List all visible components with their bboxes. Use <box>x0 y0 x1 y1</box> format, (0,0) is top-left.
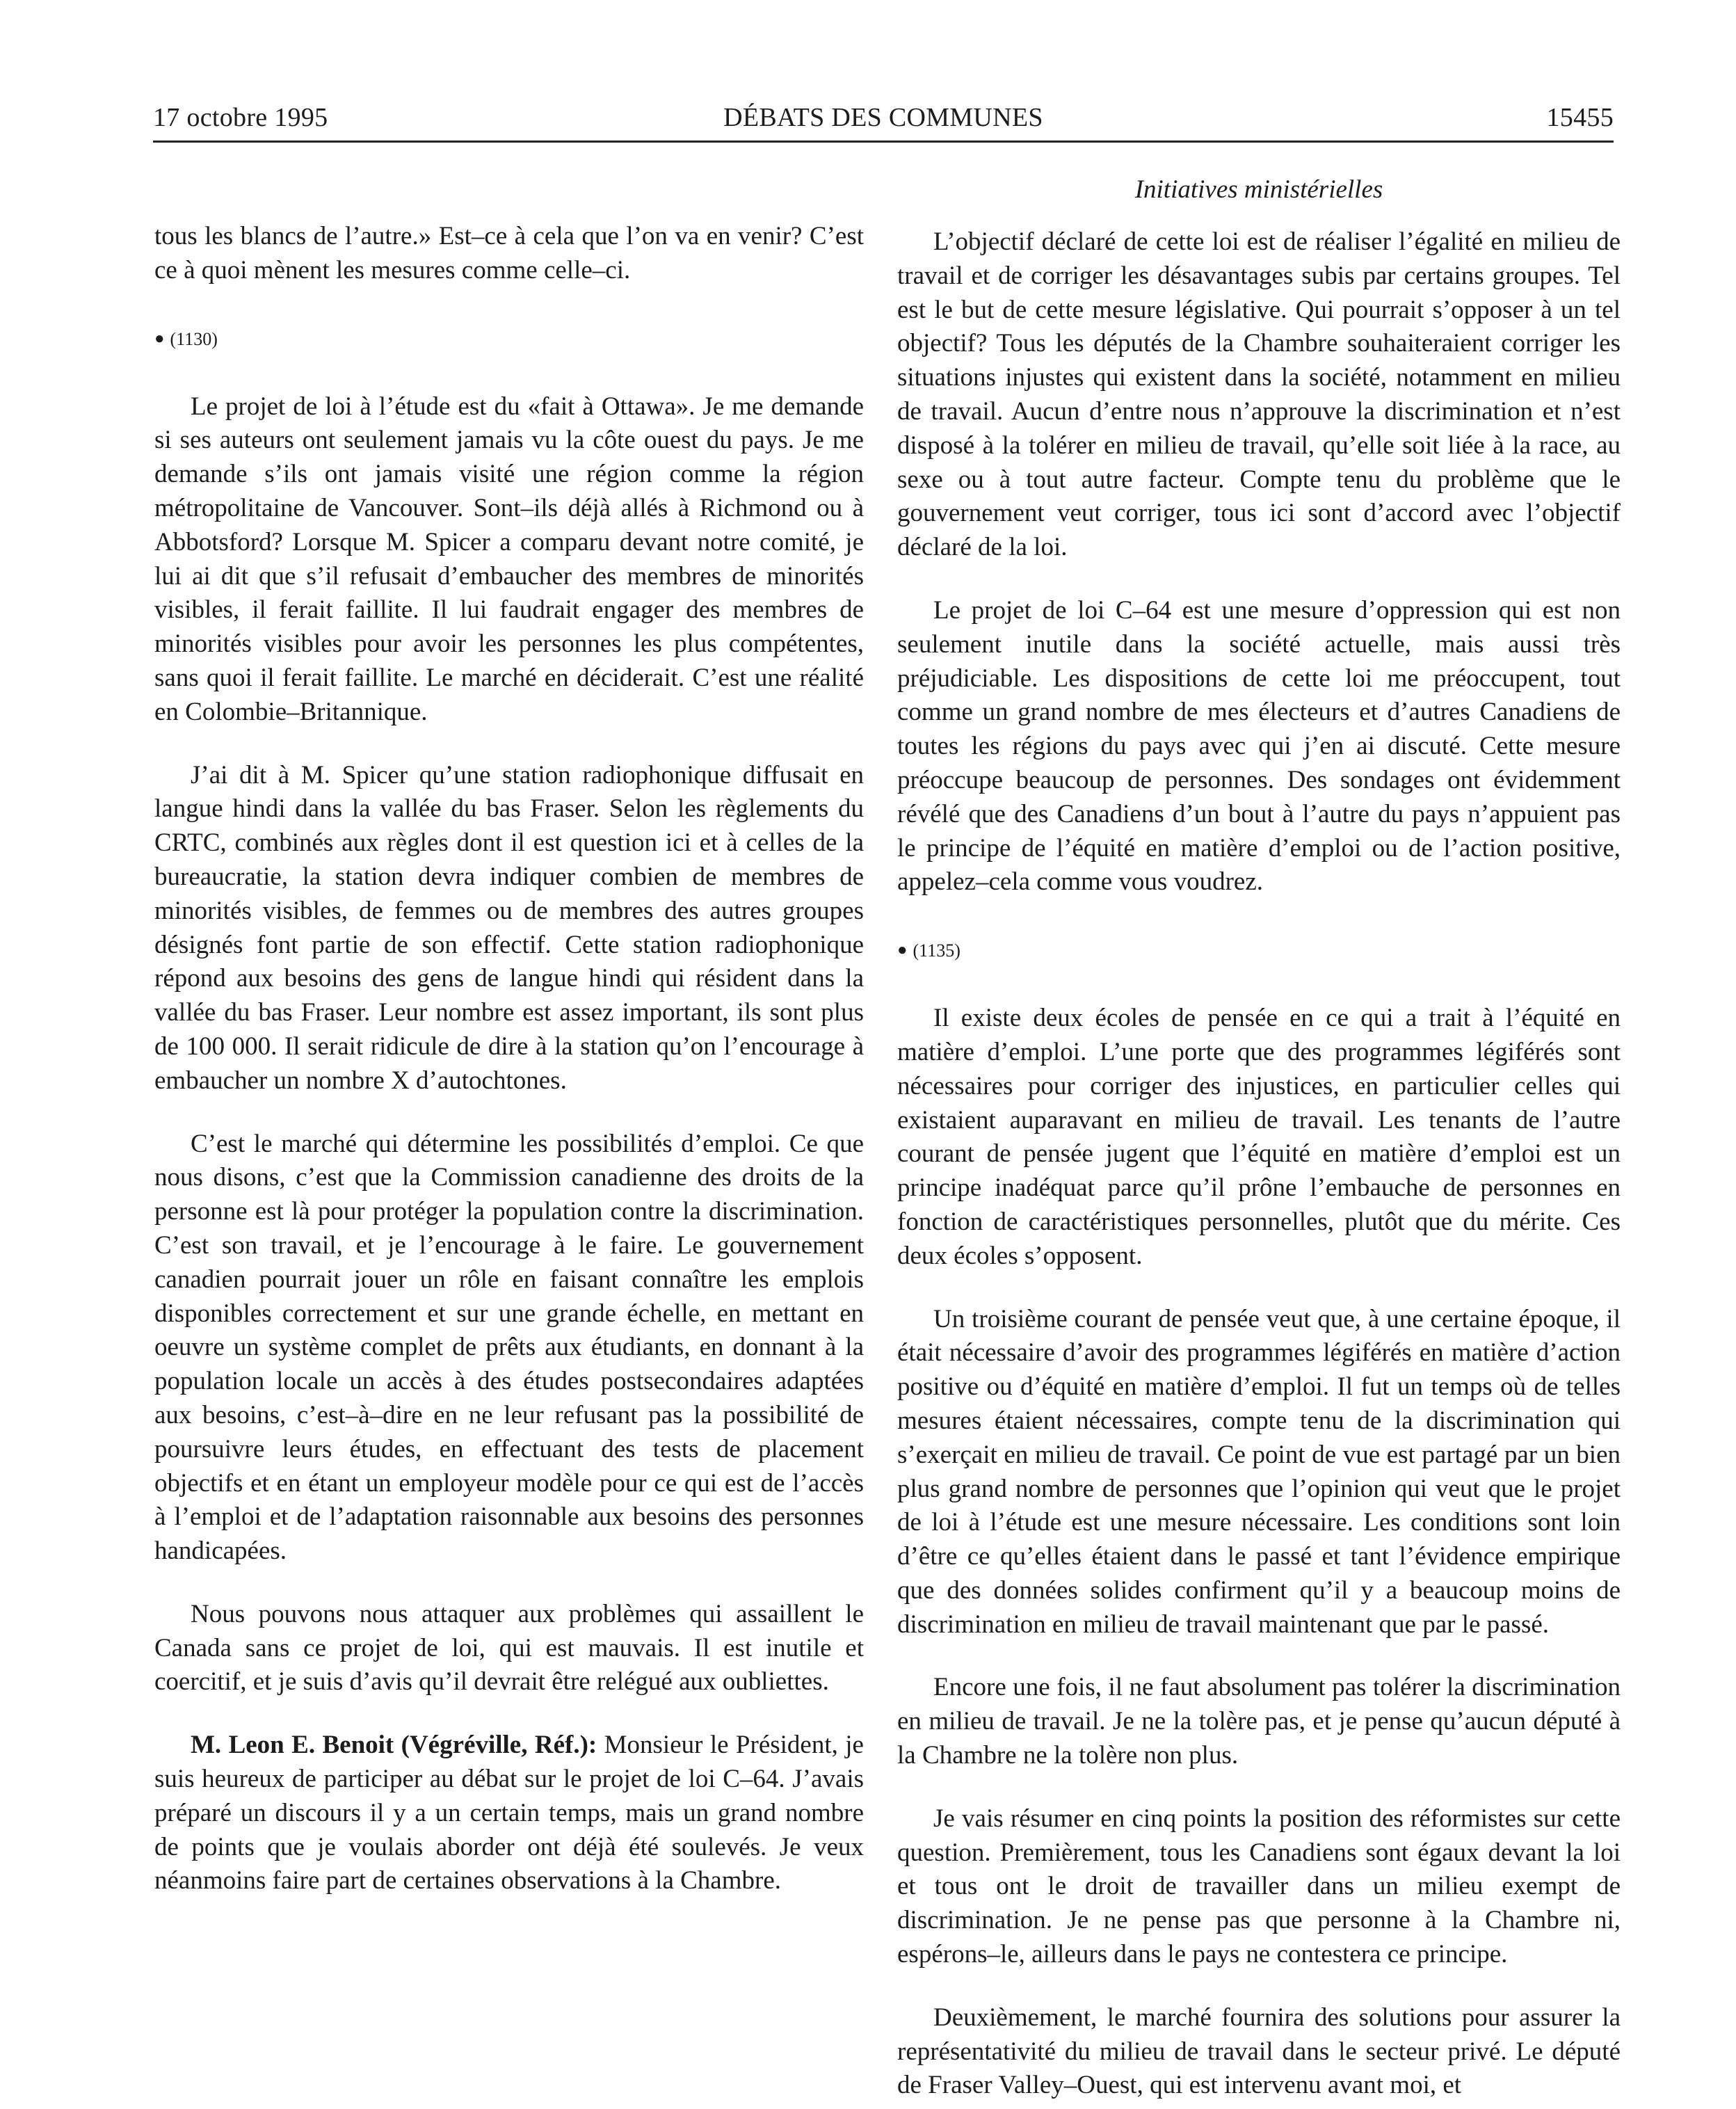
left-paragraph-1: tous les blancs de l’autre.» Est–ce à cela que l’on va en venir? C’est ce à quoi mènent les mesures comme celle–ci. <box>154 222 864 284</box>
right-paragraph-1: L’objectif déclaré de cette loi est de réaliser l’égalité en milieu de travail et de corriger les désavantages subis par certains groupes. Tel est le but de cette mesure législative. Qui pourrait s’opposer à un tel objectif? Tous les députés de la Chambre souhaiteraient corriger les situations injustes qui existent dans la société, notamment en milieu de travail. Aucun d’entre nous n’approuve la discrimination et n’est disposé à la tolérer en milieu de travail, qu’elle soit liée à la race, au sexe ou à tout autre facteur. Compte tenu du problème que le gouvernement veut corriger, tous ici sont d’accord avec l’objectif déclaré de la loi. <box>897 227 1621 562</box>
left-column <box>154 220 864 1898</box>
speaker-name: M. Leon E. Benoit (Végréville, Réf.): <box>191 1731 597 1760</box>
time-marker-1130 <box>154 328 864 350</box>
time-marker-label: (1130) <box>170 328 218 349</box>
right-paragraph-5: Encore une fois, il ne faut absolument pas tolérer la discrimination en milieu de travail. Je ne la tolère pas, et je pense qu’aucun député à la Chambre ne la tolère non plus. <box>897 1673 1621 1770</box>
speaker-text: Monsieur le Président, je suis heureux de participer au débat sur le projet de loi C–64. J’avais préparé un discours il y a un certain temps, mais un grand nombre de points que je voulais aborder ont déjà été soulevés. Je veux néanmoins faire part de certaines observations à la Chambre. <box>154 1731 864 1895</box>
right-column <box>897 225 1621 2103</box>
header-title: DÉBATS DES COMMUNES <box>723 103 1043 132</box>
right-paragraph-4: Un troisième courant de pensée veut que, à une certaine époque, il était nécessaire d’avoir des programmes légiférés en matière d’action positive ou d’équité en matière d’emploi. Il fut un temps où de telles mesures étaient nécessaires, compte tenu de la discrimination qui s’exerçait en milieu de travail. Ce point de vue est partagé par un bien plus grand nombre de personnes que l’opinion qui veut que le projet de loi à l’étude est une mesure nécessaire. Les conditions sont loin d’être ce qu’elles étaient dans le passé et tant l’évidence empirique que des données solides confirment qu’il y a beaucoup moins de discrimination en milieu de travail maintenant que par le passé. <box>897 1304 1621 1639</box>
time-marker-1135 <box>897 940 1621 961</box>
right-paragraph-2: Le projet de loi C–64 est une mesure d’oppression qui est non seulement inutile dans la société actuelle, mais aussi très préjudiciable. Les dispositions de cette loi me préoccupent, tout comme un grand nombre de mes électeurs et d’autres Canadiens de toutes les régions du pays avec qui j’en ai discuté. Cette mesure préoccupe beaucoup de personnes. Des sondages ont évidemment révélé que des Canadiens d’un bout à l’autre du pays n’appuient pas le principe de l’équité en matière d’emploi ou de l’action positive, appelez–cela comme vous voudrez. <box>897 595 1621 897</box>
left-paragraph-6 <box>154 1729 864 1898</box>
time-marker-label: (1135) <box>913 940 961 961</box>
header-page-number: 15455 <box>1546 103 1614 132</box>
bullet-icon: ● <box>154 329 165 348</box>
right-paragraph-6: Je vais résumer en cinq points la position des réformistes sur cette question. Premièrement, tous les Canadiens sont égaux devant la loi et tous ont le droit de travailler dans un milieu exempt de discrimination. Je ne pense pas que personne à la Chambre ni, espérons–le, ailleurs dans le pays ne contestera ce principe. <box>897 1804 1621 1969</box>
left-paragraph-5: Nous pouvons nous attaquer aux problèmes qui assaillent le Canada sans ce projet de loi, qui est mauvais. Il est inutile et coercitif, et je suis d’avis qu’il devrait être relégué aux oubliettes. <box>154 1599 864 1697</box>
right-paragraph-3: Il existe deux écoles de pensée en ce qui a trait à l’équité en matière d’emploi. L’une porte que des programmes légiférés sont nécessaires pour corriger des injustices, en particulier celles qui existaient auparavant en milieu de travail. Les tenants de l’autre courant de pensée jugent que l’équité en matière d’emploi est un principe inadéquat parce qu’il prône l’embauche de personnes en fonction de caractéristiques personnelles, plutôt que du mérite. Ces deux écoles s’opposent. <box>897 1004 1621 1270</box>
header-date: 17 octobre 1995 <box>153 103 328 132</box>
section-title: Initiatives ministérielles <box>1134 175 1383 204</box>
left-paragraph-3: J’ai dit à M. Spicer qu’une station radiophonique diffusait en langue hindi dans la vallée du bas Fraser. Selon les règlements du CRTC, combinés aux règles dont il est question ici et à celles de la bureaucratie, la station devra indiquer combien de membres de minorités visibles, de femmes ou de membres des autres groupes désignés font partie de son effectif. Cette station radiophonique répond aux besoins des gens de langue hindi qui résident dans la vallée du bas Fraser. Leur nombre est assez important, ils sont plus de 100 000. Il serait ridicule de dire à la station qu’on l’encourage à embaucher un nombre X d’autochtones. <box>154 760 864 1095</box>
page-header <box>153 97 1614 143</box>
left-paragraph-2: Le projet de loi à l’étude est du «fait à Ottawa». Je me demande si ses auteurs ont seulement jamais vu la côte ouest du pays. Je me demande s’ils ont jamais visité une région comme la région métropolitaine de Vancouver. Sont–ils déjà allés à Richmond ou à Abbotsford? Lorsque M. Spicer a comparu devant notre comité, je lui ai dit que s’il refusait d’embaucher des membres de minorités visibles, il ferait faillite. Il lui faudrait engager des membres de minorités visibles pour avoir les personnes les plus compétentes, sans quoi il ferait faillite. Le marché en déciderait. C’est une réalité en Colombie–Britannique. <box>154 392 864 726</box>
left-paragraph-4: C’est le marché qui détermine les possibilités d’emploi. Ce que nous disons, c’est que la Commission canadienne des droits de la personne est là pour protéger la population contre la discrimination. C’est son travail, et je l’encourage à le faire. Le gouvernement canadien pourrait jouer un rôle en faisant connaître les emplois disponibles correctement et sur une grande échelle, en mettant en oeuvre un système complet de prêts aux étudiants, en donnant à la population locale un accès à des études postsecondaires adaptées aux besoins, c’est–à–dire en ne leur refusant pas la possibilité de poursuivre leurs études, en effectuant des tests de placement objectifs et en étant un employeur modèle pour ce qui est de l’accès à l’emploi et de l’adaptation raisonnable aux besoins des personnes handicapées. <box>154 1129 864 1566</box>
right-paragraph-7: Deuxièmement, le marché fournira des solutions pour assurer la représentativité du milieu de travail dans le secteur privé. Le député de Fraser Valley–Ouest, qui est intervenu avant moi, et <box>897 2003 1621 2100</box>
bullet-icon: ● <box>897 941 908 960</box>
